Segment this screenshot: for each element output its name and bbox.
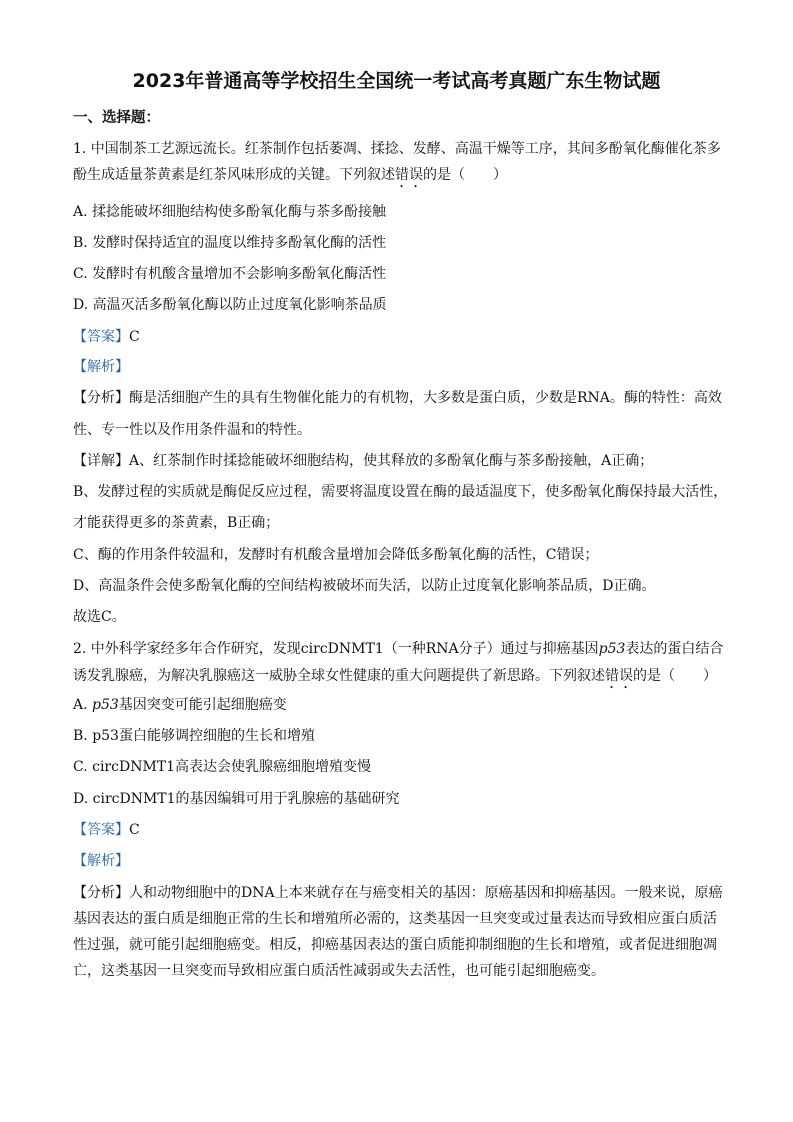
q1-stem-line1: 1. 中国制茶工艺源远流长。红茶制作包括萎凋、揉捻、发酵、高温干燥等工序，其间多酚氧化酶催化茶多 xyxy=(73,141,721,157)
q1-answer xyxy=(73,328,140,346)
emphasis-text: 错误 xyxy=(395,167,423,183)
q1-xiangjie-line3: 才能获得更多的茶黄素，B正确； xyxy=(73,515,280,531)
q1-xiangjie-line5: D、高温条件会使多酚氧化酶的空间结构被破坏而失活，以防止过度氧化影响茶品质，D正确。 xyxy=(73,578,656,594)
text: A. xyxy=(73,697,93,713)
q1-option-c: C. 发酵时有机酸含量增加不会影响多酚氧化酶活性 xyxy=(73,266,387,282)
xiangjie-tag: 【详解】 xyxy=(73,453,129,469)
text: 诱发乳腺癌，为解决乳腺癌这一威胁全球女性健康的重大问题提供了新思路。下列叙述 xyxy=(73,668,605,684)
q2-option-d: D. circDNMT1的基因编辑可用于乳腺癌的基础研究 xyxy=(73,791,400,807)
section-heading: 一、选择题： xyxy=(73,110,160,126)
q2-answer xyxy=(73,821,140,839)
q2-option-c: C. circDNMT1高表达会使乳腺癌细胞增殖变慢 xyxy=(73,759,372,775)
q1-xiangjie-line1 xyxy=(73,452,653,470)
answer-tag: 【答案】 xyxy=(73,329,129,345)
q1-option-b: B. 发酵时保持适宜的温度以维持多酚氧化酶的活性 xyxy=(73,235,387,251)
q1-option-a: A. 揉捻能破坏细胞结构使多酚氧化酶与茶多酚接触 xyxy=(73,204,387,220)
q2-fenxi-line4: 亡，这类基因一旦突变而导致相应蛋白质活性减弱或失去活性，也可能引起细胞癌变。 xyxy=(73,963,605,979)
q2-fenxi-line3: 性过强，就可能引起细胞癌变。相反，抑癌基因表达的蛋白质能抑制细胞的生长和增殖，或者促进细胞凋 xyxy=(73,937,717,953)
text: A、红茶制作时揉捻能破坏细胞结构，使其释放的多酚氧化酶与茶多酚接触，A正确； xyxy=(129,453,654,469)
q2-option-a xyxy=(73,696,287,714)
q2-stem-line1 xyxy=(73,640,723,658)
q1-analysis-tag: 【解析】 xyxy=(73,359,129,375)
gene-name: p53 xyxy=(598,641,626,657)
gene-name: p53 xyxy=(92,697,119,713)
text: 的是（ ） xyxy=(633,668,717,684)
fenxi-tag: 【分析】 xyxy=(73,885,129,901)
q1-fenxi-line2: 性、专一性以及作用条件温和的特性。 xyxy=(73,422,311,438)
text: 酚生成适量茶黄素是红茶风味形成的关键。下列叙述 xyxy=(73,167,395,183)
text: 表达的蛋白结合 xyxy=(625,641,724,657)
text: 2. 中外科学家经多年合作研究，发现circDNMT1（一种RNA分子）通过与抑癌基因 xyxy=(73,641,599,657)
answer-value: C xyxy=(129,822,140,838)
page-title: 2023年普通高等学校招生全国统一考试高考真题广东生物试题 xyxy=(132,70,661,92)
q1-conclusion: 故选C。 xyxy=(73,609,126,625)
text: 基因突变可能引起细胞癌变 xyxy=(118,697,287,713)
fenxi-tag: 【分析】 xyxy=(73,390,129,406)
q1-stem-line2 xyxy=(73,166,507,191)
q1-option-d: D. 高温灭活多酚氧化酶以防止过度氧化影响茶品质 xyxy=(73,297,387,313)
q1-xiangjie-line2: B、发酵过程的实质就是酶促反应过程，需要将温度设置在酶的最适温度下，使多酚氧化酶保持最大活性， xyxy=(73,484,728,500)
q1-xiangjie-line4: C、酶的作用条件较温和，发酵时有机酸含量增加会降低多酚氧化酶的活性，C错误； xyxy=(73,547,599,563)
q2-stem-line2 xyxy=(73,667,717,692)
answer-value: C xyxy=(129,329,140,345)
q2-option-b: B. p53蛋白能够调控细胞的生长和增殖 xyxy=(73,728,315,744)
q2-analysis-tag: 【解析】 xyxy=(73,853,129,869)
q1-fenxi-line1 xyxy=(73,389,722,407)
q2-fenxi-line2: 基因表达的蛋白质是细胞正常的生长和增殖所必需的，这类基因一旦突变或过量表达而导致相应蛋白质活 xyxy=(73,911,717,927)
q2-fenxi-line1 xyxy=(73,884,723,902)
emphasis-text: 错误 xyxy=(605,668,633,684)
text: 酶是活细胞产生的具有生物催化能力的有机物，大多数是蛋白质，少数是RNA。酶的特性：高效 xyxy=(129,390,722,406)
text: 的是（ ） xyxy=(423,167,507,183)
answer-tag: 【答案】 xyxy=(73,822,129,838)
text: 人和动物细胞中的DNA上本来就存在与癌变相关的基因：原癌基因和抑癌基因。一般来说，原癌 xyxy=(129,885,723,901)
